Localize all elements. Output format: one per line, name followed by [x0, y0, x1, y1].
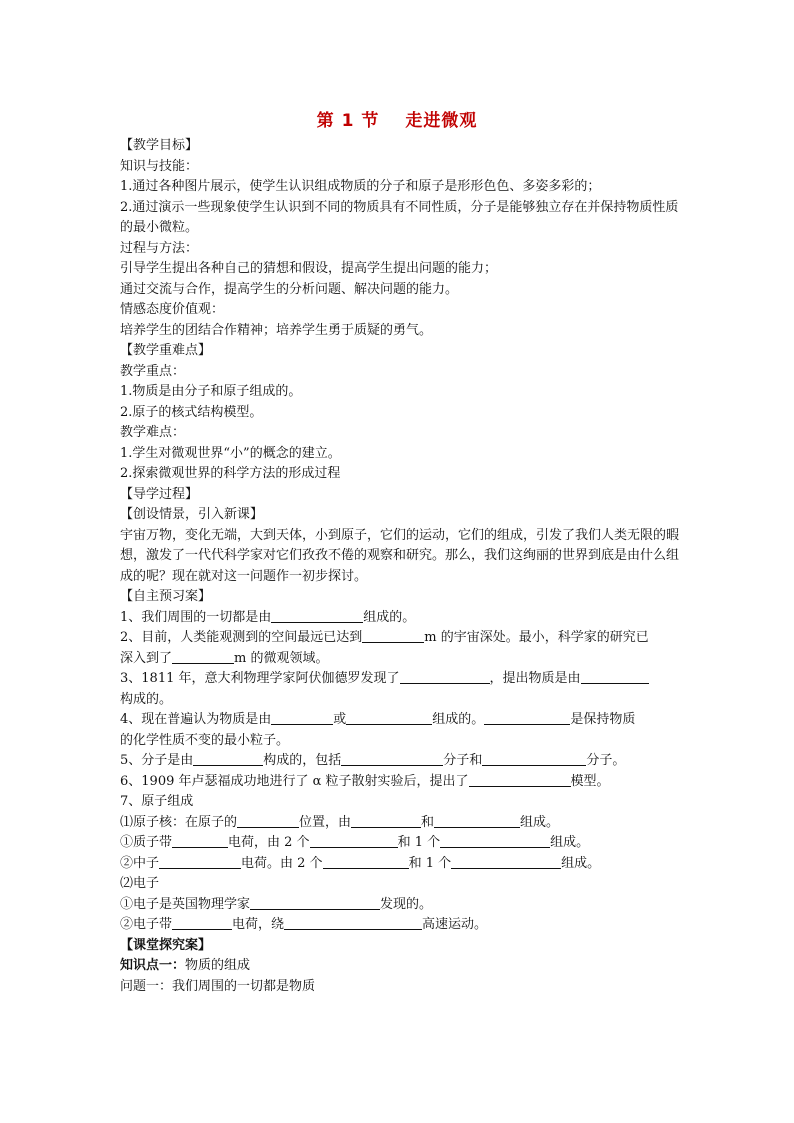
question-1: 1、我们周围的一切都是由 组成的。 — [120, 609, 416, 625]
key-heading: 教学重点： — [120, 363, 186, 379]
blank-field[interactable] — [484, 710, 570, 725]
process-heading: 过程与方法： — [120, 240, 199, 256]
blank-field[interactable] — [172, 649, 234, 664]
scene-paragraph: 宇宙万物，变化无端，大到天体，小到原子，它们的运动，它们的组成，引发了我们人类无限的暇想，激发了一代代科学家对它们孜孜不倦的观察和研究。那么，我们这绚丽的世界到底是由什么组成的呢？现在就对这一问题作一初步探讨。 — [120, 527, 680, 584]
emotion-heading: 情感态度价值观： — [120, 302, 225, 317]
difficulty-item-2: 2.探索微观世界的科学方法的形成过程 — [120, 466, 341, 481]
difficulty-heading: 教学难点： — [120, 425, 186, 440]
blank-field[interactable] — [193, 751, 263, 766]
blank-field[interactable] — [271, 608, 363, 623]
nucleus-line: ⑴原子核：在原子的 位置，由 和 组成。 — [120, 814, 560, 830]
neutron-line: ②中子 电荷。由 2 个 和 1 个 组成。 — [120, 855, 601, 871]
key-item-2: 2.原子的核式结构模型。 — [120, 404, 263, 420]
blank-field[interactable] — [440, 833, 550, 848]
blank-field[interactable] — [341, 751, 443, 766]
blank-field[interactable] — [250, 895, 380, 910]
knowledge-heading: 知识与技能： — [120, 158, 199, 174]
explore-question-1: 问题一：我们周围的一切都是物质 — [120, 978, 316, 994]
key-item-1: 1.物质是由分子和原子组成的。 — [120, 384, 302, 399]
electron-heading: ⑵电子 — [120, 876, 160, 891]
blank-field[interactable] — [451, 854, 561, 869]
blank-field[interactable] — [323, 854, 409, 869]
question-5: 5、分子是由 构成的，包括 分子和 分子。 — [120, 753, 626, 768]
preview-heading: 【自主预习案】 — [120, 589, 212, 604]
blank-field[interactable] — [434, 813, 520, 828]
knowledge-item-2: 2.通过演示一些现象使学生认识到不同的物质具有不同性质，分子是能够独立存在并保持物质性质的最小微粒。 — [120, 199, 679, 235]
page-title — [0, 106, 794, 131]
blank-field[interactable] — [271, 710, 333, 725]
question-7: 7、原子组成 — [120, 794, 194, 809]
blank-field[interactable] — [581, 669, 649, 684]
question-2-line-1: 2、目前，人类能观测到的空间最远已达到 m 的宇宙深处。最小，科学家的研究已 — [120, 630, 649, 645]
question-6: 6、1909 年卢瑟福成功地进行了 α 粒子散射实验后，提出了 模型。 — [120, 773, 610, 789]
difficulty-item-1: 1.学生对微观世界“小”的概念的建立。 — [120, 445, 341, 461]
electron-line-2: ②电子带 电荷，绕 高速运动。 — [120, 917, 488, 932]
process-item-2: 通过交流与合作，提高学生的分析问题、解决问题的能力。 — [120, 281, 459, 297]
document-body — [120, 136, 680, 997]
scene-heading: 【创设情景，引入新课】 — [120, 507, 264, 522]
blank-field[interactable] — [284, 915, 422, 930]
electron-line-1: ①电子是英国物理学家 发现的。 — [120, 896, 433, 912]
blank-field[interactable] — [482, 751, 586, 766]
guide-heading: 【导学过程】 — [120, 486, 199, 502]
blank-field[interactable] — [351, 813, 421, 828]
blank-field[interactable] — [237, 813, 299, 828]
question-3-line-1: 3、1811 年，意大利物理学家阿伏伽德罗发现了 ，提出物质是由 — [120, 669, 680, 690]
blank-field[interactable] — [172, 833, 228, 848]
question-4-line-1: 4、现在普遍认为物质是由 或 组成的。 是保持物质 — [120, 712, 636, 727]
emotion-item-1: 培养学生的团结合作精神；培养学生勇于质疑的勇气。 — [120, 322, 433, 338]
keypoints-heading: 【教学重难点】 — [120, 343, 212, 358]
question-2-line-2: 深入到了 m 的微观领域。 — [120, 650, 329, 666]
blank-field[interactable] — [469, 772, 571, 787]
title-text: 走进微观 — [405, 111, 478, 131]
knowledge-item-1: 1.通过各种图片展示，使学生认识组成物质的分子和原子是形形色色、多姿多彩的； — [120, 179, 601, 194]
knowledge-point-1: 知识点一：物质的组成 — [120, 958, 251, 973]
question-3-line-2: 构成的。 — [120, 691, 173, 707]
blank-field[interactable] — [159, 854, 241, 869]
blank-field[interactable] — [362, 628, 424, 643]
blank-field[interactable] — [400, 669, 490, 684]
title-section-number: 第 1 节 — [316, 111, 380, 131]
blank-field[interactable] — [346, 710, 432, 725]
objectives-heading: 【教学目标】 — [120, 138, 199, 153]
proton-line: ①质子带 电荷，由 2 个 和 1 个 组成。 — [120, 835, 590, 850]
blank-field[interactable] — [172, 915, 232, 930]
blank-field[interactable] — [310, 833, 398, 848]
process-item-1: 引导学生提出各种自己的猜想和假设，提高学生提出问题的能力； — [120, 261, 498, 276]
explore-heading: 【课堂探究案】 — [120, 937, 212, 953]
question-4-line-2: 的化学性质不变的最小粒子。 — [120, 732, 290, 748]
